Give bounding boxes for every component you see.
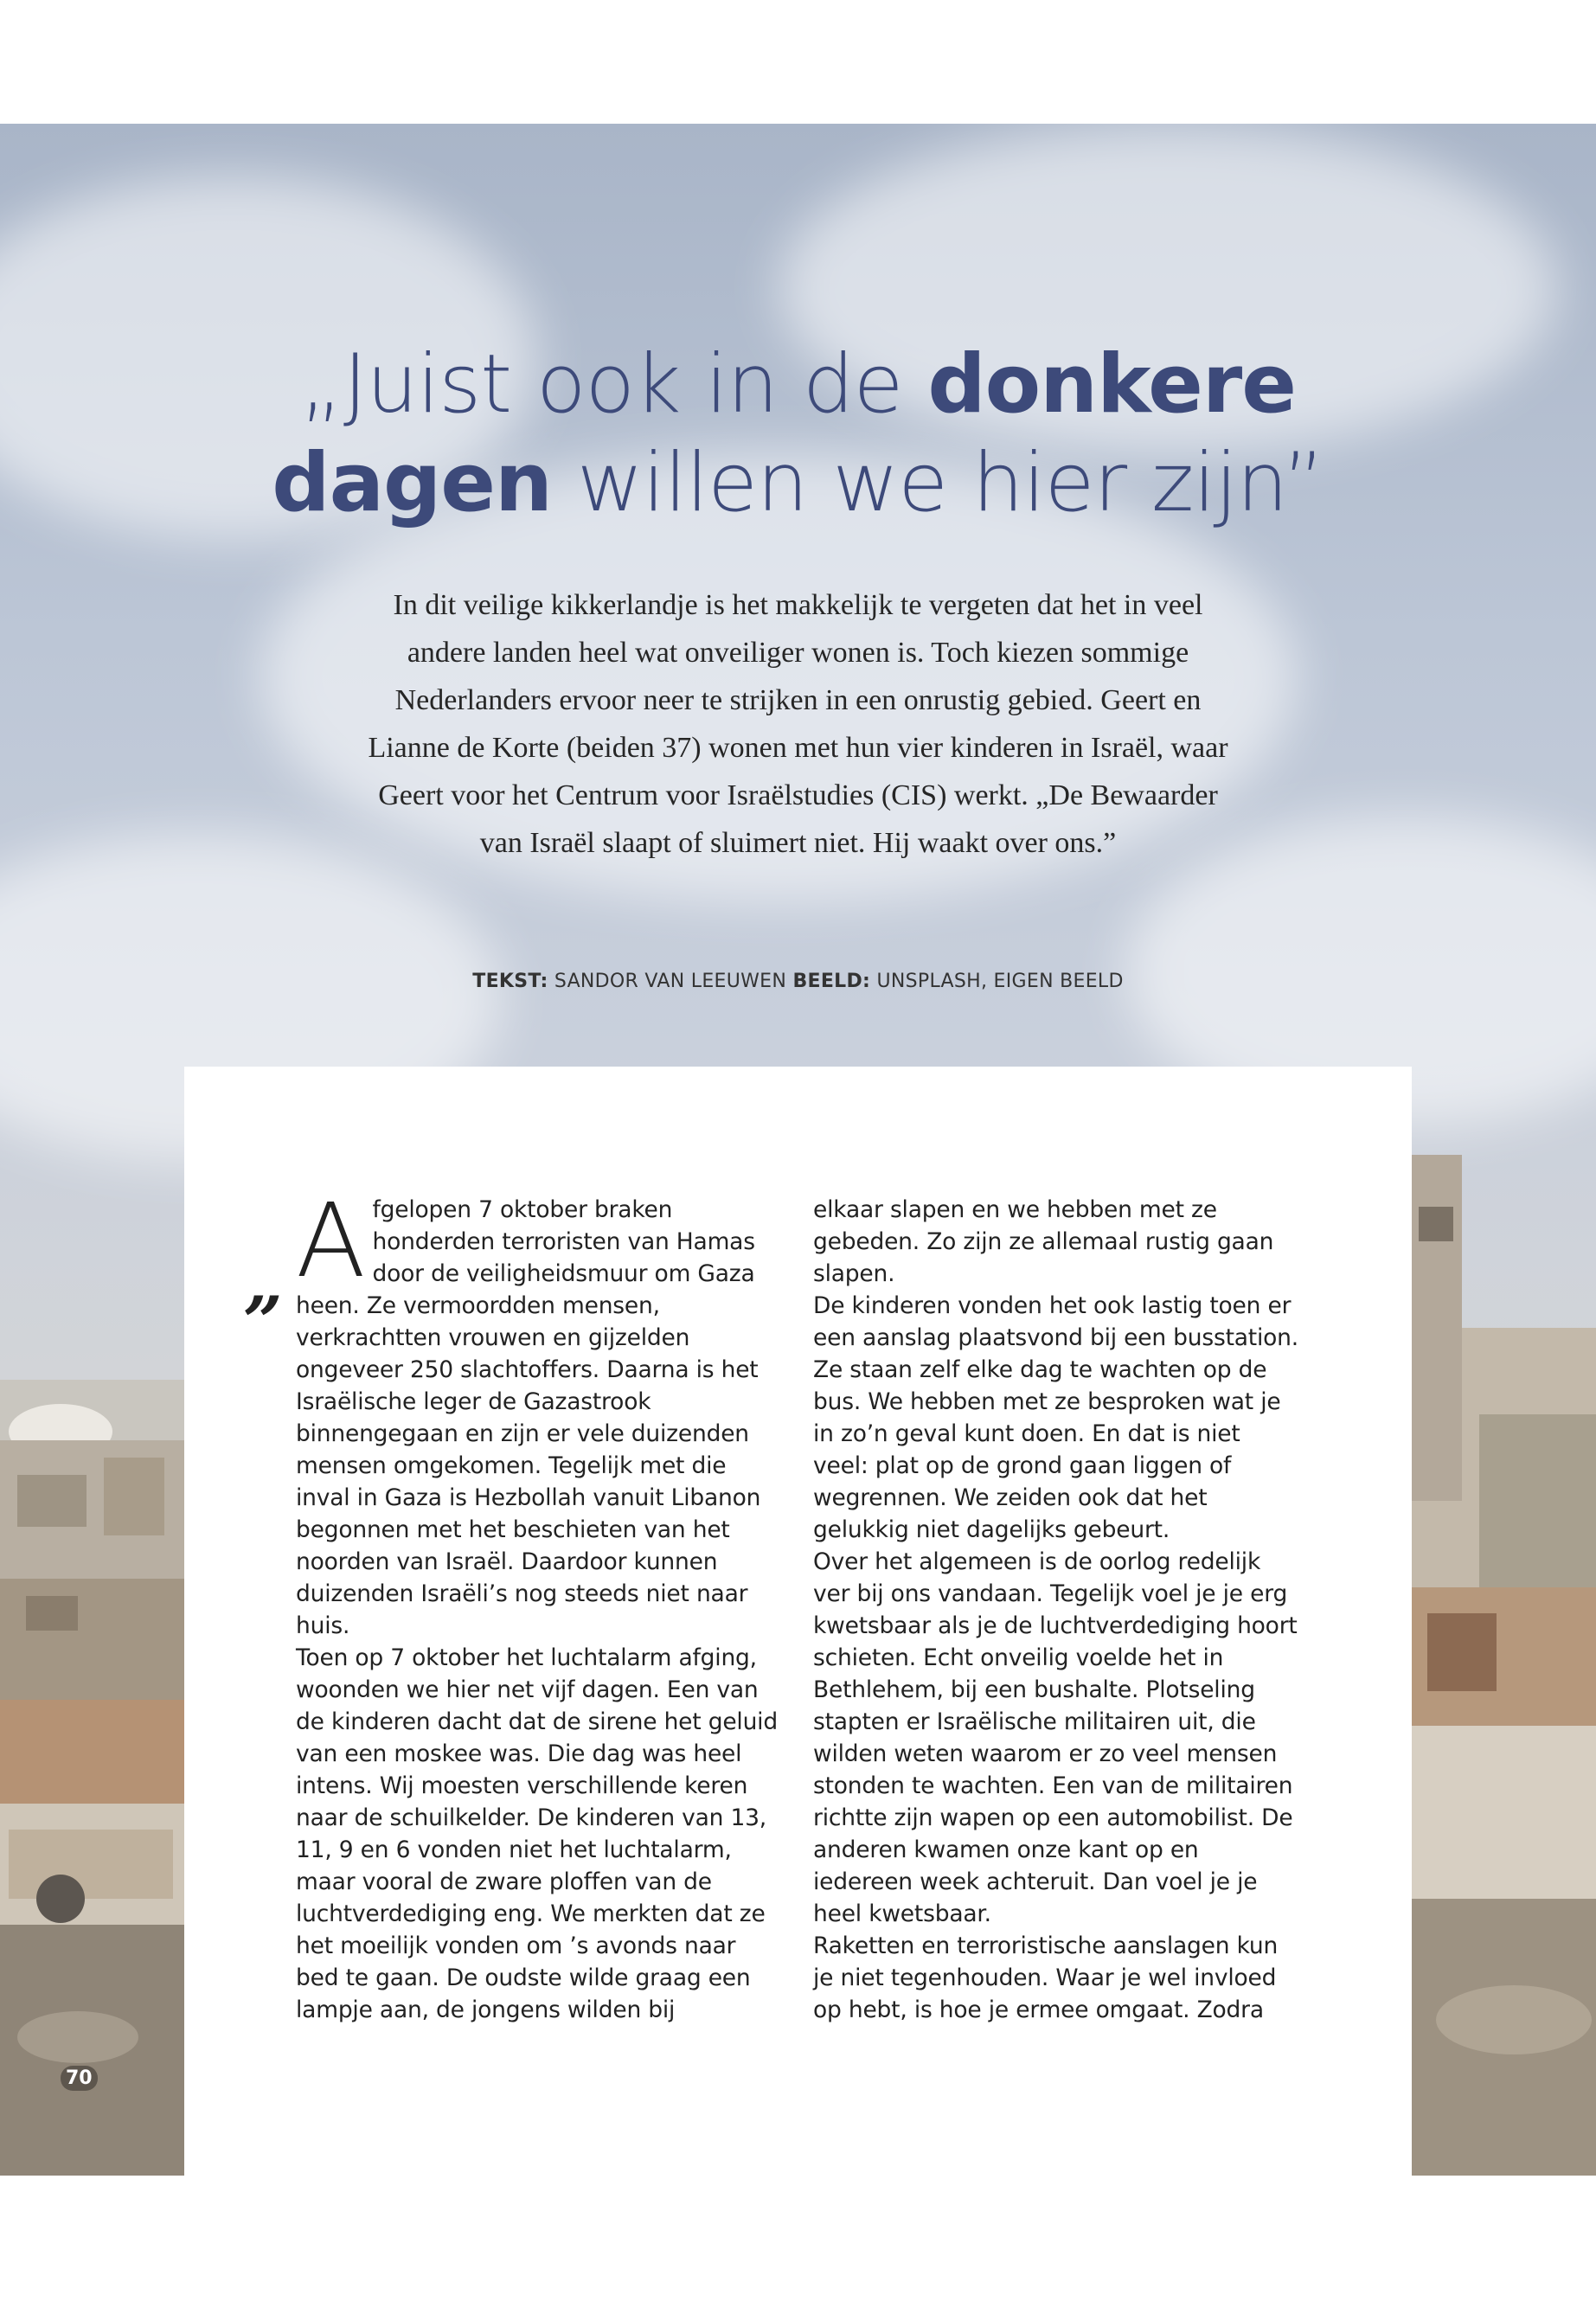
paragraph: Raketten en terroristische aanslagen kun je niet tegenhouden. Waar je wel invloed op hebt, is hoe je ermee omgaat. Zodra xyxy=(813,1932,1279,2023)
paragraph: Over het algemeen is de oorlog redelijk ver bij ons vandaan. Tegelijk voel je je erg kwetsbaar als je de luchtverdediging hoort schieten. Echt onveilig voelde het in Bethlehem, bij een bushalte. Plotseling stapten er Israëlische militairen uit, die wilden weten waarom er zo veel mensen stonden te wachten. Een van de militairen richtte zijn wapen op een automobilist. De anderen kwamen onze kant op en iedereen week achteruit. Dan voel je je heel kwetsbaar. xyxy=(813,1548,1298,1927)
credits-image-label: BEELD: xyxy=(792,971,871,992)
headline-line-2 xyxy=(0,434,1596,533)
quote-mark: „ xyxy=(244,1241,285,1323)
headline-line-1-bold: donkere xyxy=(927,337,1296,432)
headline-line-2-bold: dagen xyxy=(272,436,552,530)
paragraph xyxy=(296,1181,785,1642)
credits-text-label: TEKST: xyxy=(472,971,548,992)
paragraph-text: fgelopen 7 oktober braken honderden terroristen van Hamas door de veiligheidsmuur om Gaza heen. Ze vermoordden mensen, verkrachtten vrouwen en gijzelden ongeveer 250 slachtoffers. Daarna is het Israëlische leger de Gazastrook binnengegaan en zijn er vele duizenden mensen omgekomen. Tegelijk met die inval in Gaza is Hezbollah vanuit Libanon begonnen met het beschieten van het noorden van Israël. Daardoor kunnen duizenden Israëli’s nog steeds niet naar huis. xyxy=(296,1196,761,1639)
cityscape-left xyxy=(0,1380,186,2176)
headline-line-1 xyxy=(0,336,1596,434)
paragraph: De kinderen vonden het ook lastig toen er een aanslag plaatsvond bij een busstation. Ze staan zelf elke dag te wachten op de bus. We hebben met ze besproken wat je in zo’n geval kunt doen. En dat is niet veel: plat op de grond gaan liggen of wegrennen. We zeiden ook dat het gelukkig niet dagelijks gebeurt. xyxy=(813,1292,1298,1543)
headline xyxy=(0,336,1596,533)
credits xyxy=(0,971,1596,992)
intro-paragraph: In dit veilige kikkerlandje is het makkelijk te vergeten dat het in veel andere landen heel wat onveiliger wonen is. Toch kiezen sommige Nederlanders ervoor neer te strijken in een onrustig gebied. Geert en Lianne de Korte (beiden 37) wonen met hun vier kinderen in Israël, waar Geert voor het Centrum voor Israëlstudies (CIS) werkt. „De Bewaarder van Israël slaapt of sluimert niet. Hij waakt over ons.” xyxy=(368,589,1228,859)
credits-text-value: SANDOR VAN LEEUWEN xyxy=(548,971,793,992)
paragraph: elkaar slapen en we hebben met ze gebeden. Zo zijn ze allemaal rustig gaan slapen. xyxy=(813,1196,1274,1287)
cityscape-right xyxy=(1410,1155,1596,2176)
article-column-1 xyxy=(296,1181,785,2026)
headline-line-2-light: willen we hier zijn” xyxy=(551,436,1324,530)
dropcap: A xyxy=(296,1181,366,1300)
page-number: 70 xyxy=(61,2066,98,2091)
article-column-2 xyxy=(813,1194,1302,2026)
credits-image-value: UNSPLASH, EIGEN BEELD xyxy=(870,971,1124,992)
headline-line-1-light: „Juist ook in de xyxy=(300,337,928,432)
paragraph: Toen op 7 oktober het luchtalarm afging, woonden we hier net vijf dagen. Een van de kinderen dacht dat de sirene het geluid van een moskee was. Die dag was heel intens. Wij moesten verschillende keren naar de schuilkelder. De kinderen van 13, 11, 9 en 6 vonden niet het luchtalarm, maar vooral de zware ploffen van de luchtverdediging eng. We merkten dat ze het moeilijk vonden om ’s avonds naar bed te gaan. De oudste wilde graag een lampje aan, de jongens wilden bij xyxy=(296,1644,778,2023)
